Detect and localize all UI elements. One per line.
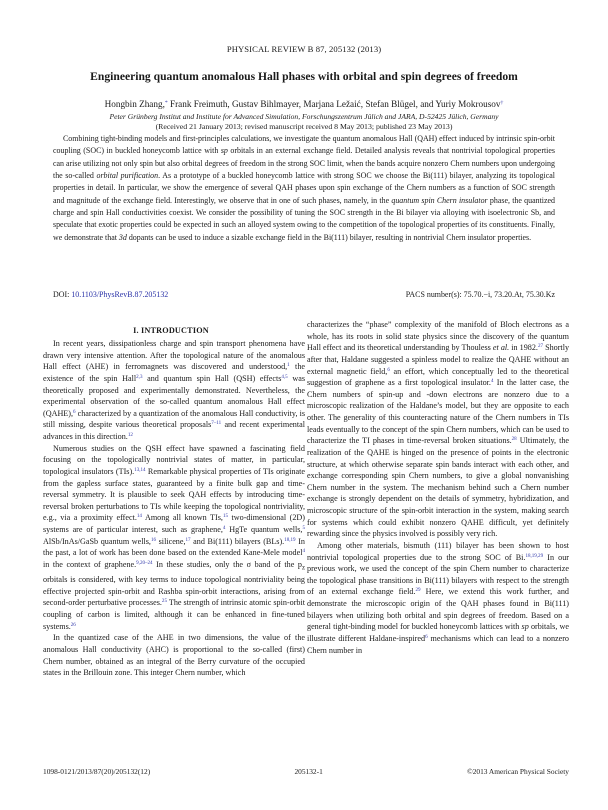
citation-link[interactable]: 6 <box>73 408 76 415</box>
doi <box>53 290 168 299</box>
citation-link[interactable]: 4 <box>302 548 305 555</box>
publication-dates: (Received 21 January 2013; revised manuscript received 8 May 2013; published 23 May 2013) <box>155 122 453 131</box>
citation-link[interactable]: 1 <box>287 362 290 369</box>
citation-link[interactable]: 7–11 <box>211 420 222 427</box>
footnote-mark[interactable]: * <box>164 99 168 106</box>
citation-link[interactable]: 13,14 <box>134 467 146 474</box>
citation-link[interactable]: 12 <box>127 432 133 439</box>
abstract-text: 3d <box>118 232 127 242</box>
section-heading: I. INTRODUCTION <box>133 326 209 335</box>
citation-link[interactable]: 18,19 <box>284 536 296 543</box>
paragraph: characterizes the “phase” complexity of the manifold of Bloch electrons as a whole, has its roots in solid state physics since the discovery of the quantum Hall effect and its theoretical understanding by Thouless et al. in 1982.27 Shortly after that, Haldane suggested a spinless model to realize the QAHE without an external magnetic field,$^6$ an effort, which conceptually led to the theoretical suggestion of graphene as a first topological insulator.$^4$ In the latter case, the Chern numbers of spin-up and -down electrons are nonzero due to a microscopic realization of the Haldane’s model, but they are opposite to each other. The generality of this counteracting nature of the Chern numbers in TIs leads eventually to the concept of the spin Chern numbers, which can be used to characterize the TI phases in time-reversal broken situations.$^{28}$ Ultimately, the realization of the QAHE is hinged on the presence of points in the electronic structure, at which otherwise separate spin bands interact with each other, and exchange corresponding spin Chern numbers, to give a global nonvanishing Chern number in the system. The mechanism behind such a Chern number exchange is strongly dependent on the details of symmetry, hybridization, and microscopic structure of the spin-orbit interaction in the system, making search for systems which could exhibit nonzero QAHE difficult, yet definitely rewarding since the physics involved is possibly very rich. <box>307 320 570 539</box>
citation-link[interactable]: 25 <box>161 598 167 605</box>
citation-link[interactable]: 4 <box>490 378 494 385</box>
author-name: Hongbin Zhang, <box>104 99 165 109</box>
subscript: z <box>301 564 305 572</box>
abstract-text: quantum spin Chern insulator <box>391 195 488 205</box>
paragraph: Numerous studies on the QSH effect have spawned a fascinating field focusing on the topologically nontrivial states of matter, in particular, topological insulators (TIs).$^{13,14}$ Remarkable physical properties of TIs originate from the gapless surface states, guaranteed by a finite bulk gap and time-reversal symmetry. It is plausible to seek QAH effects by introducing time-reversal broken perturbations to TIs while keeping the topological nontriviality, e.g., via a proximity effect.$^{14}$ Among all known TIs,$^{15}$ two-dimensional (2D) systems are of particular interest, such as graphene,$^4$ HgTe quantum wells,$^5$ AlSb/InAs/GaSb quantum wells,$^{16}$ silicene,$^{17}$ and Bi(111) bilayers (BLs).$^{18,19}$ In the past, a lot of work has been done based on the extended Kane-Mele model$^4$ in the context of graphene.$^{9,20-24}$ In these studies, only the σ band of the $p_z$ orbitals is considered, with key terms to induce topological nontriviality being effective projected spin-orbit and Rashba spin-orbit interactions, arising from second-order perturbative processes.$^{25}$ The strength of intrinsic atomic spin-orbit coupling of carbon is limited, although it can be enhanced in fine-tuned systems.$^{26}$ <box>43 443 306 631</box>
journal-header: PHYSICAL REVIEW B 87, 205132 (2013) <box>226 44 382 54</box>
abstract-text: sp <box>220 146 228 156</box>
citation-link[interactable]: 15 <box>222 513 228 520</box>
author-list <box>0 99 608 109</box>
doi-link[interactable]: 10.1103/PhysRevB.87.205132 <box>71 290 169 299</box>
abstract-text: orbital purification <box>96 171 159 181</box>
citation-link[interactable]: 2,3 <box>136 374 143 381</box>
paragraph: Among other materials, bismuth (111) bilayer has been shown to host nontrivial topological properties due to the strong SOC of Bi.$^{18,19,29}$ In our previous work, we used the concept of the spin Chern number to characterize the topological phase transitions in Bi(111) bilayers with respect to the strength of an external exchange field.$^{29}$ Here, we extend this work further, and demonstrate the microscopic origin of the QAH phases found in Bi(111) bilayers when utilizing both orbital and spin degrees of freedom. Based on a general tight-binding model for buckled honeycomb lattices with sp orbitals, we illustrate different Haldane-inspired$^6$ mechanisms which can lead to a nonzero Chern number in <box>307 540 569 655</box>
doi-pacs-line <box>53 290 555 299</box>
citation-link[interactable]: 16 <box>150 536 157 543</box>
body-column-right <box>307 319 569 656</box>
doi-label: DOI: <box>53 290 72 299</box>
body-column-left <box>43 338 305 679</box>
abstract-text: orbitals in an external exchange field. Detailed analysis reveals that nontrivial topological properties can arise utilizing not only spin but also orbital degrees of freedom in the strong SOC limit, when the bands acquire nonzero Chern numbers upon undergoing the so-called <box>53 146 555 181</box>
paper-title: Engineering quantum anomalous Hall phases with orbital and spin degrees of freedom <box>90 70 518 83</box>
citation-link[interactable]: 27 <box>537 343 544 350</box>
citation-link[interactable]: 5 <box>302 525 305 532</box>
citation-link[interactable]: 28 <box>511 436 517 443</box>
footnote-mark[interactable]: † <box>500 99 504 106</box>
copyright: ©2013 American Physical Society <box>467 767 569 776</box>
footer-code: 1098-0121/2013/87(20)/205132(12) <box>43 767 151 776</box>
abstract-text: dopants can be used to induce a sizable exchange field in the Bi(111) bilayer, resulting in nontrivial Chern insulator properties. <box>126 232 532 242</box>
author-names: Frank Freimuth, Gustav Bihlmayer, Marjana Ležaić, Stefan Blügel, and Yuriy Mokrousov <box>167 99 501 109</box>
citation-link[interactable]: 26 <box>70 621 76 628</box>
citation-link[interactable]: 6 <box>387 366 390 373</box>
page-footer <box>43 767 569 776</box>
paragraph: In recent years, dissipationless charge and spin transport phenomena have drawn very intensive attention. After the topological nature of the anomalous Hall effect (AHE) in ferromagnets was discovered and understood,$^1$ the existence of the spin Hall$^{2,3}$ and quantum spin Hall (QSH) effects$^{4,5}$ was theoretically proposed and experimentally demonstrated. Nevertheless, the experimental observation of the so-called quantum anomalous Hall effect (QAHE),$^6$ characterized by a quantization of the anomalous Hall conductivity, is still missing, despite various theoretical proposals$^{7-11}$ and recent experimental advances in this direction.$^{12}$ <box>43 339 305 441</box>
abstract-text: phase, the quantized charge and spin Hall conductivities coexist. We consider the possibility of tuning the SOC strength in the Bi bilayer via alloying with isoelectronic Sb, and speculate that exotic properties could be expected in such an alloyed system owing to the competition of the topological properties of its constituents. Finally, we demonstrate that <box>53 195 555 242</box>
citation-link[interactable]: 14 <box>136 513 142 520</box>
pacs-numbers: PACS number(s): 75.70.−i, 73.20.At, 75.30.Kz <box>405 290 555 299</box>
citation-link[interactable]: 9,20–24 <box>136 560 153 567</box>
paragraph: In the quantized case of the AHE in two dimensions, the value of the anomalous Hall conductivity (AHC) is proportional to the so-called (first) Chern number, obtained as an integral of the Berry curvature of the occupied states in the Brillouin zone. This integer Chern number, which <box>43 633 305 678</box>
citation-link[interactable]: 18,19,29 <box>525 552 544 559</box>
citation-link[interactable]: 29 <box>415 587 421 594</box>
abstract-text: . As a prototype of a buckled honeycomb lattice with strong SOC we choose the Bi(111) bilayer, analyzing its topological properties in detail. In particular, we show the emergence of several QAH phases upon spin exchange of the Chern numbers as a function of SOC strength and magnitude of the exchange field. Interestingly, we observe that in one of such phases, namely, in the <box>53 171 555 205</box>
abstract <box>53 133 555 244</box>
citation-link[interactable]: 4 <box>222 525 226 532</box>
abstract-text: Combining tight-binding models and first-principles calculations, we investigate the quantum anomalous Hall (QAH) effect induced by intrinsic spin-orbit coupling (SOC) in buckled honeycomb lattice with <box>53 134 555 156</box>
citation-link[interactable]: 17 <box>185 536 191 543</box>
page-number: 205132-1 <box>294 767 323 776</box>
citation-link[interactable]: 6 <box>425 634 428 641</box>
affiliation: Peter Grünberg Institut and Institute for Advanced Simulation, Forschungszentrum Jülich and JARA, D-52425 Jülich, Germany <box>109 112 499 121</box>
citation-link[interactable]: 4,5 <box>281 374 288 381</box>
